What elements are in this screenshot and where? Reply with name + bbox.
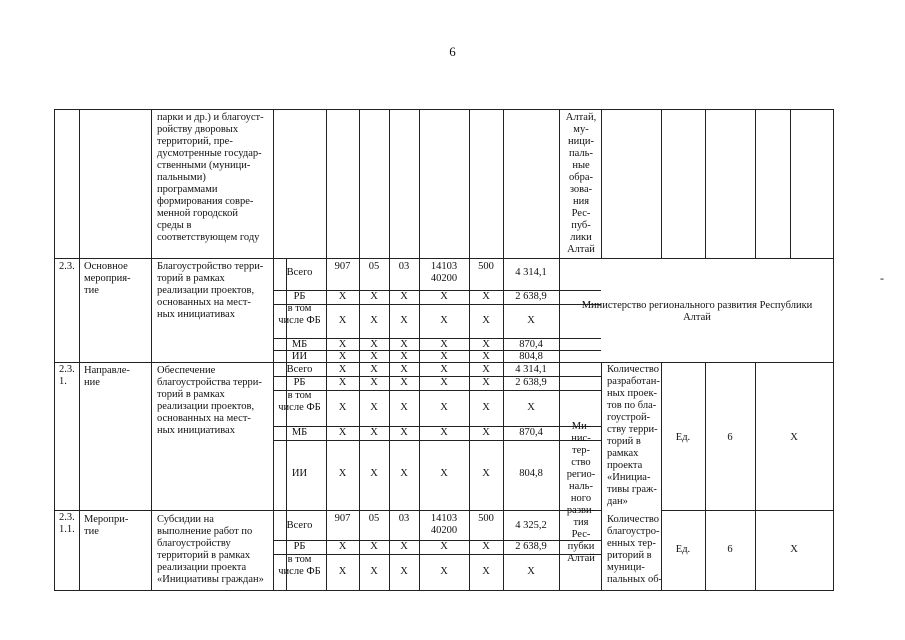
pr-code: X xyxy=(400,364,408,375)
col-line xyxy=(419,110,420,258)
rz-code: X xyxy=(370,402,378,413)
rz-code: X xyxy=(370,541,378,552)
row-number: 2.3. 1.1. xyxy=(59,512,75,535)
row-type: Меропри- тие xyxy=(84,514,129,537)
amount: 870,4 xyxy=(519,339,543,350)
row-description: Обеспечение благоустройства терри- торий в рамках реализации проектов, основанных на мест- ных инициативах xyxy=(157,365,262,436)
pr-code: X xyxy=(400,339,408,350)
amount: X xyxy=(527,402,535,413)
vr-code: X xyxy=(482,468,490,479)
vr-code: X xyxy=(482,339,490,350)
pr-code: 03 xyxy=(398,513,410,524)
col-line xyxy=(790,110,791,258)
executor-ministry: Ми- нис- тер- ство регио- наль- ного разви- тия Рес- пубки Алтай xyxy=(566,421,596,564)
col-line xyxy=(661,110,662,258)
grbs-code: X xyxy=(338,427,347,438)
indicator-value: 6 xyxy=(727,544,733,555)
grbs-code: X xyxy=(338,468,347,479)
grbs-code: X xyxy=(338,364,347,375)
page-number: 6 xyxy=(449,44,456,59)
col-line xyxy=(705,110,706,258)
row-type: Основное мероприя- тие xyxy=(84,261,131,296)
rz-code: X xyxy=(370,566,378,577)
row-line xyxy=(273,440,601,441)
row-description: Субсидии на выполнение работ по благоустройству территорий в рамках реализации проекта «Инициативы граждан» xyxy=(157,514,264,585)
row-number: 2.3. 1. xyxy=(59,364,75,387)
grbs-code: X xyxy=(338,291,347,302)
rz-code: X xyxy=(370,339,378,350)
rz-code: X xyxy=(370,468,378,479)
row-type: Направле- ние xyxy=(84,365,130,388)
grbs-code: X xyxy=(338,339,347,350)
pr-code: X xyxy=(400,541,408,552)
col-line xyxy=(151,110,152,590)
pr-code: 03 xyxy=(398,261,410,272)
source-label: ИИ xyxy=(291,351,308,362)
rz-code: X xyxy=(370,377,378,388)
row-description: Благоустройство терри- торий в рамках реализации проектов, основанных на мест- ных инициативах xyxy=(157,261,264,320)
source-label: в том числе ФБ xyxy=(278,554,321,577)
amount: 2 638,9 xyxy=(515,377,547,388)
vr-code: X xyxy=(482,315,490,326)
pr-code: X xyxy=(400,402,408,413)
program-table xyxy=(54,109,834,591)
grbs-code: 907 xyxy=(334,261,351,272)
col-line xyxy=(601,362,602,590)
col-line xyxy=(755,110,756,258)
vr-code: X xyxy=(482,427,490,438)
pr-code: X xyxy=(400,427,408,438)
csr-code: X xyxy=(440,468,448,479)
csr-code: X xyxy=(440,541,448,552)
csr-code: X xyxy=(440,291,448,302)
unit: Ед. xyxy=(675,544,691,555)
indicator-name: Количество разработан- ных проек- тов по бла- гоустрой- ству терри- торий в рамках проекта «Инициа- тивы граж- дан» xyxy=(607,364,660,507)
grbs-code: X xyxy=(338,351,347,362)
source-label: РБ xyxy=(293,541,306,552)
csr-code: 14103 40200 xyxy=(430,513,458,536)
indicator-extra: X xyxy=(790,432,798,443)
grbs-code: X xyxy=(338,566,347,577)
source-label: МБ xyxy=(291,339,308,350)
amount: 2 638,9 xyxy=(515,291,547,302)
source-label: ИИ xyxy=(291,468,308,479)
pr-code: X xyxy=(400,315,408,326)
csr-code: X xyxy=(440,364,448,375)
amount: X xyxy=(527,566,535,577)
pr-code: X xyxy=(400,377,408,388)
rz-code: X xyxy=(370,427,378,438)
row-line xyxy=(661,510,833,511)
continuation-executor: Алтай, му- ници- паль- ные обра- зова- ния Рес- пуб- лики Алтай xyxy=(565,112,597,255)
indicator-name: Количество благоустро- енных тер- риторий в муници- пальных об- xyxy=(607,514,663,585)
responsible-executor: Министерство регионального развития Республики Алтай xyxy=(581,300,813,323)
csr-code: X xyxy=(440,427,448,438)
source-label: РБ xyxy=(293,291,306,302)
rz-code: X xyxy=(370,291,378,302)
col-line xyxy=(469,110,470,258)
margin-mark: - xyxy=(880,271,884,285)
row-number: 2.3. xyxy=(59,261,75,272)
grbs-code: X xyxy=(338,402,347,413)
amount: 4 314,1 xyxy=(515,267,547,278)
pr-code: X xyxy=(400,566,408,577)
rz-code: 05 xyxy=(368,261,380,272)
rz-code: X xyxy=(370,364,378,375)
vr-code: X xyxy=(482,566,490,577)
amount: 4 325,2 xyxy=(515,520,547,531)
csr-code: X xyxy=(440,566,448,577)
amount: 2 638,9 xyxy=(515,541,547,552)
amount: 4 314,1 xyxy=(515,364,547,375)
amount: X xyxy=(527,315,535,326)
vr-code: X xyxy=(482,364,490,375)
grbs-code: 907 xyxy=(334,513,351,524)
vr-code: X xyxy=(482,402,490,413)
vr-code: X xyxy=(482,377,490,388)
col-line xyxy=(601,110,602,258)
row-line xyxy=(55,258,833,259)
source-label: в том числе ФБ xyxy=(278,390,321,413)
vr-code: X xyxy=(482,541,490,552)
source-label: в том числе ФБ xyxy=(278,303,321,326)
grbs-code: X xyxy=(338,315,347,326)
source-label: Всего xyxy=(286,520,313,531)
indicator-value: 6 xyxy=(727,432,733,443)
vr-code: X xyxy=(482,291,490,302)
vr-code: 500 xyxy=(478,513,494,524)
col-line xyxy=(559,110,560,258)
vr-code: 500 xyxy=(478,261,494,272)
pr-code: X xyxy=(400,291,408,302)
rz-code: X xyxy=(370,351,378,362)
amount: 804,8 xyxy=(519,351,543,362)
csr-code: X xyxy=(440,377,448,388)
csr-code: X xyxy=(440,402,448,413)
csr-code: X xyxy=(440,351,448,362)
col-line xyxy=(359,110,360,258)
rz-code: X xyxy=(370,315,378,326)
row-line xyxy=(55,510,601,511)
vr-code: X xyxy=(482,351,490,362)
source-label: Всего xyxy=(286,267,313,278)
continuation-description: парки и др.) и благоуст- ройству дворовых территорий, пре- дусмотренные государ- ственными (муници- пальными) программами формирования совре- менной городской среды в соответствующем году xyxy=(157,112,264,243)
amount: 804,8 xyxy=(519,468,543,479)
grbs-code: X xyxy=(338,377,347,388)
csr-code: X xyxy=(440,315,448,326)
rz-code: 05 xyxy=(368,513,380,524)
source-label: Всего xyxy=(286,364,313,375)
col-line xyxy=(79,110,80,590)
grbs-code: X xyxy=(338,541,347,552)
source-label: МБ xyxy=(291,427,308,438)
unit: Ед. xyxy=(675,432,691,443)
source-label: РБ xyxy=(293,377,306,388)
indicator-extra: X xyxy=(790,544,798,555)
csr-code: X xyxy=(440,339,448,350)
col-line xyxy=(389,110,390,258)
csr-code: 14103 40200 xyxy=(430,261,458,284)
col-line xyxy=(503,110,504,258)
pr-code: X xyxy=(400,351,408,362)
amount: 870,4 xyxy=(519,427,543,438)
pr-code: X xyxy=(400,468,408,479)
